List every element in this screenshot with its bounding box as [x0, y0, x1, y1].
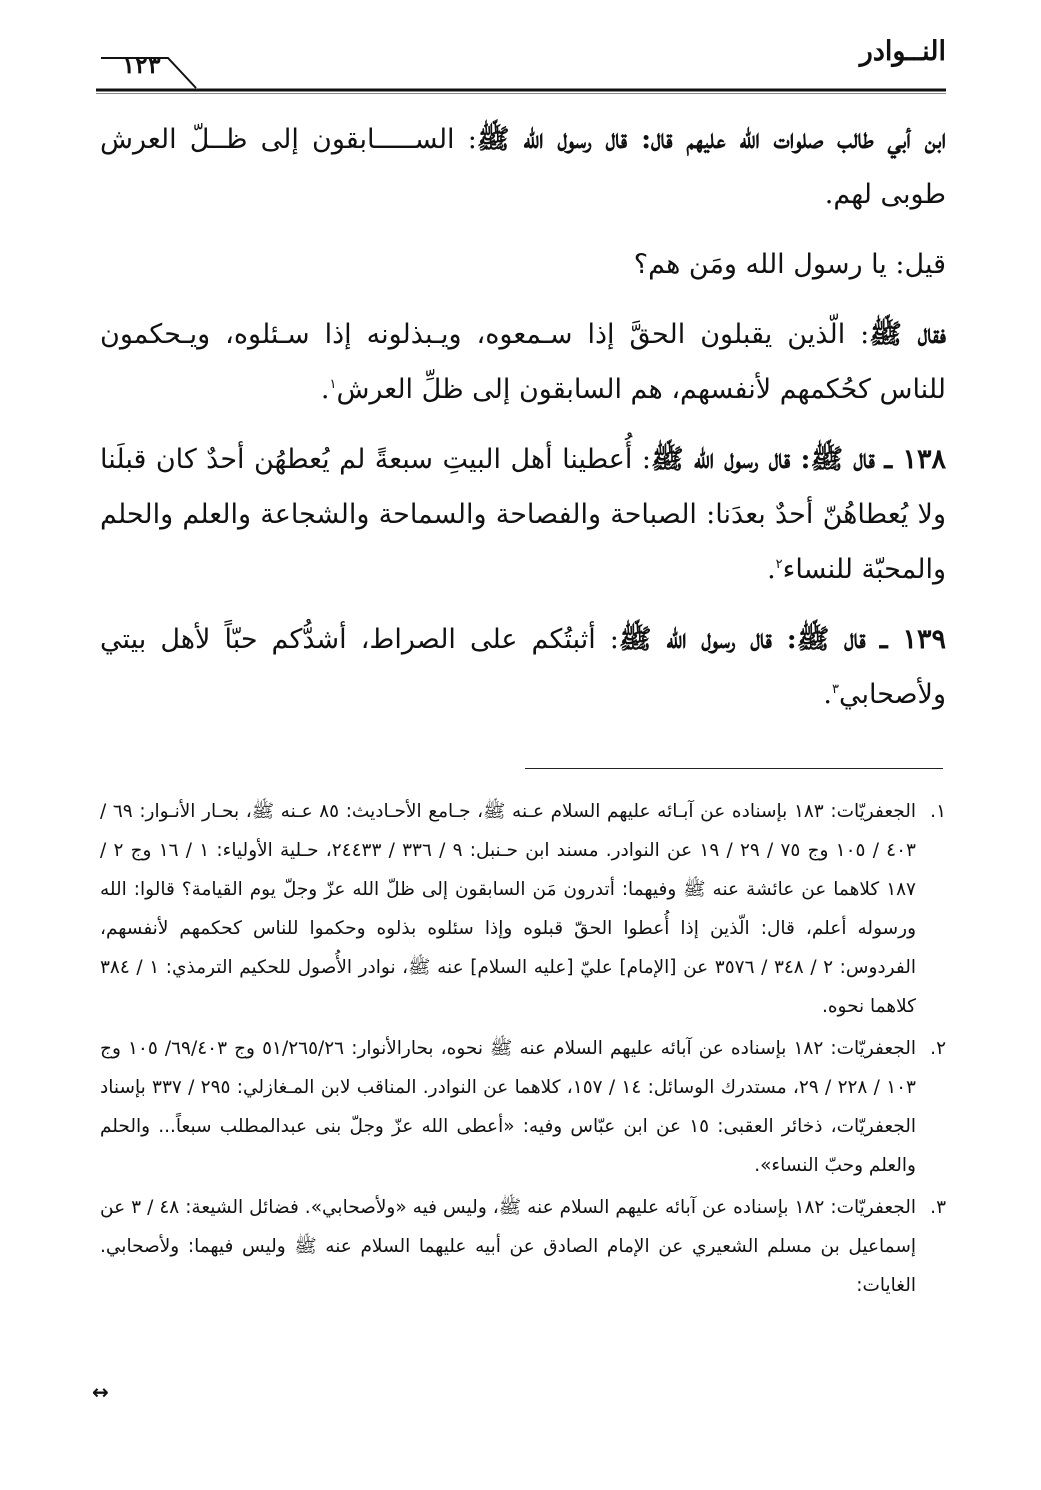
speaker-label: فقال ﷺ	[869, 319, 946, 350]
header-rule	[96, 30, 946, 94]
hadith-138: ١٣٨ ـ قال ﷺ: قال رسول الله ﷺ: أُعطينا أهل البيتِ سبعةً لم يُعطهُن أحدٌ كان قبلَنا ولا يُعطاهُنّ أحدٌ بعدَنا: الصباحة والفصاحة والسماحة والشجاعة والعلم والحلم والمحبّة للنساء$^٢$.	[100, 444, 946, 585]
paragraph-1	[100, 112, 946, 222]
footnote-number: ٣.	[930, 1197, 946, 1218]
hadith-text: : أثبتُكم على الصراط، أشدُّكم حبّاً لأهل بيتي ولأصحابي	[100, 624, 946, 710]
answer-text: : الّذين يقبلون الحقَّ إذا سـمعوه، ويـبذلونه إذا سـئلوه، ويـحكمون للناس كحُكمهم لأنفسهم، هم السابقون إلى ظلِّ العرش	[100, 319, 946, 405]
footnote-3	[100, 1188, 946, 1305]
hadith-text: : أُعطينا أهل البيتِ سبعةً لم يُعطهُن أحدٌ كان قبلَنا ولا يُعطاهُنّ أحدٌ بعدَنا: الصباحة والفصاحة والسماحة والشجاعة والعلم والحلم والمحبّة للنساء	[100, 444, 946, 585]
hadith-139: ١٣٩ ـ قال ﷺ: قال رسول الله ﷺ: أثبتُكم على الصراط، أشدُّكم حبّاً لأهل بيتي ولأصحابي$^٣$.	[100, 624, 947, 710]
question-text: قيل: يا رسول الله ومَن هم؟	[633, 249, 946, 280]
footnote-number: ٢.	[930, 1038, 946, 1059]
footnote-2	[100, 1029, 946, 1185]
hadith-number: ١٣٨ ـ	[884, 444, 946, 475]
hadith-number: ١٣٩ ـ	[879, 624, 947, 655]
footnote-text: الجعفريّات: ١٨٢ بإسناده عن آبائه عليهم السلام عنه ﷺ نحوه، بحارالأنوار: ٥١/٢٦٥/٢٦ وج ٦٩/٤٠٣/ ١٠٥ وج ١٠٣ / ٢٢٨ / ٢٩، مستدرك الوسائل: ١٤ / ١٥٧، كلاهما عن النوادر. المناقب لابن المـغازلي: ٢٩٥ / ٣٣٧ بإسناد الجعفريّات، ذخائر العقبى: ١٥ عن ابن عبّاس وفيه: «أعطى الله عزّ وجلّ بنى عبدالمطلب سبعاً... والحلم والعلم وحبّ النساء».	[100, 1038, 917, 1176]
footnotes-section	[100, 792, 946, 1308]
footnote-number: ١.	[930, 801, 946, 822]
narration-chain: قال ﷺ: قال رسول الله ﷺ	[650, 444, 875, 475]
book-title: النــوادر	[859, 36, 946, 67]
footnote-text: الجعفريّات: ١٨٣ بإسناده عن آبـائه عليهم السلام عـنه ﷺ، جـامع الأحـاديث: ٨٥ عـنه ﷺ، بحـار الأنـوار: ٦٩ / ٤٠٣ / ١٠٥ وج ٧٥ / ٢٩ / ١٩ عن النوادر. مسند ابن حـنبل: ٩ / ٣٣٦ / ٢٤٤٣٣، حـلية الأولياء: ١ / ١٦ وج ٢ / ١٨٧ كلاهما عن عائشة عنه ﷺ وفيهما: أتدرون مَن السابقون إلى ظلّ الله عزّ وجلّ يوم القيامة؟ قالوا: الله ورسوله أعلم، قال: الّذين إذا أُعطوا الحقّ قبلوه وإذا سئلوه بذلوه وحكموا للناس كحكمهم لأنفسهم، الفردوس: ٢ / ٣٤٨ / ٣٥٧٦ عن [الإمام] عليّ [عليه السلام] عنه ﷺ، نوادر الأُصول للحكيم الترمذي: ١ / ٣٨٤ كلاهما نحوه.	[100, 801, 916, 1017]
footnote-1	[100, 792, 946, 1026]
footnote-ref[interactable]: ١	[329, 377, 337, 392]
narration-chain: قال ﷺ: قال رسول الله ﷺ	[618, 624, 866, 655]
main-text	[100, 112, 946, 737]
footnote-ref[interactable]: ٣	[831, 682, 839, 697]
paragraph-3: فقال ﷺ: الّذين يقبلون الحقَّ إذا سـمعوه، ويـبذلونه إذا سـئلوه، ويـحكمون للناس كحُكمهم لأنفسهم، هم السابقون إلى ظلِّ العرش$^١$.	[100, 319, 946, 405]
hadith-text: : الســـــابقون إلى ظــلّ العرش طوبى لهم.	[100, 124, 946, 210]
page-header	[96, 30, 946, 94]
continued-mark-icon: ↔	[92, 1380, 109, 1404]
page-number: ١٢٣	[122, 50, 161, 79]
footnote-divider	[525, 768, 943, 769]
narration-chain: ابن أبي طالب صلوات الله عليهم قال: قال رسول الله ﷺ	[476, 124, 946, 155]
paragraph-2	[100, 237, 946, 292]
footnote-ref[interactable]: ٢	[775, 557, 783, 572]
footnote-text: الجعفريّات: ١٨٢ بإسناده عن آبائه عليهم السلام عنه ﷺ، وليس فيه «ولأصحابي». فضائل الشيعة: ٤٨ / ٣ عن إسماعيل بن مسلم الشعيري عن الإمام الصادق عن أبيه عليهما السلام عنه ﷺ وليس فيهما: ولأصحابي. الغايات:	[100, 1197, 917, 1296]
